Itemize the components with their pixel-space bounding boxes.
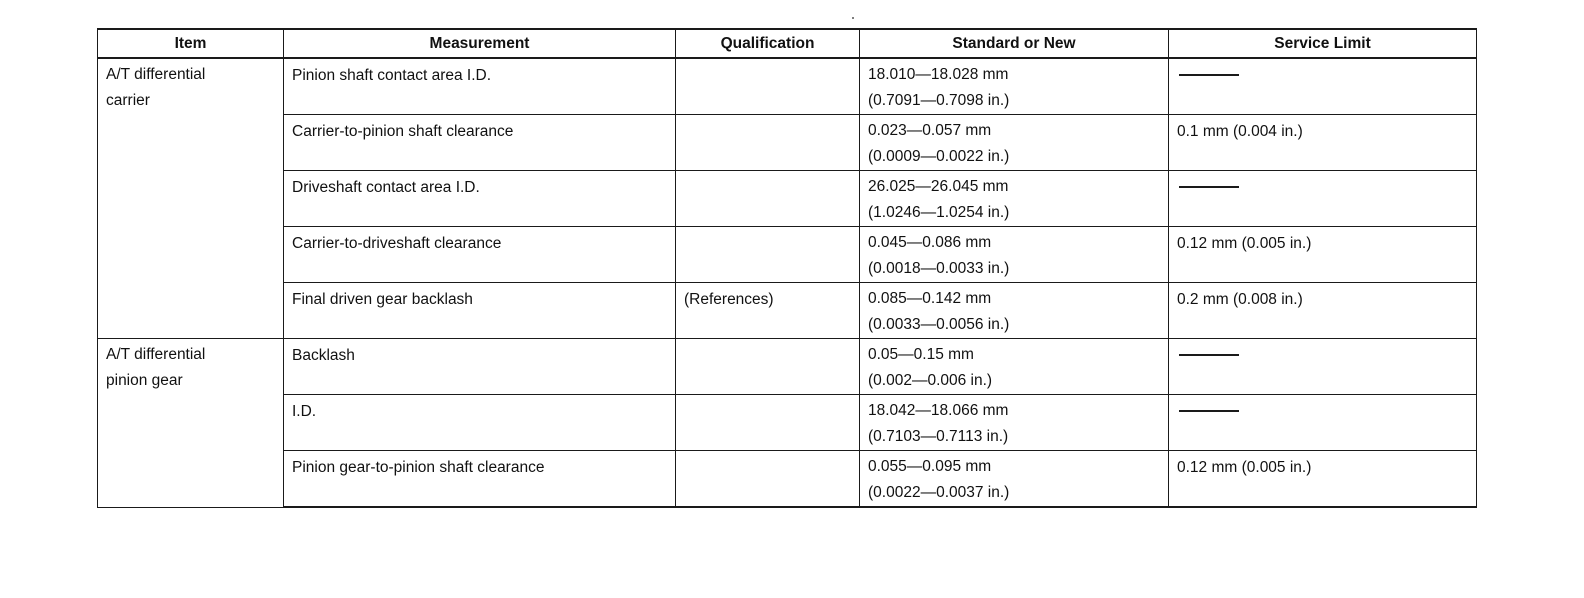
standard-imperial: (0.7103—0.7113 in.) (868, 428, 1009, 445)
service-limit-cell: 0.2 mm (0.008 in.) (1169, 283, 1477, 339)
measurement-cell: Carrier-to-driveshaft clearance (284, 227, 676, 283)
header-standard: Standard or New (860, 29, 1169, 58)
item-label-line: pinion gear (106, 372, 183, 389)
measurement-cell: Pinion shaft contact area I.D. (284, 58, 676, 115)
standard-imperial: (0.0033—0.0056 in.) (868, 316, 1010, 333)
spec-table (97, 28, 1477, 508)
qualification-cell (676, 451, 860, 508)
service-limit-cell (1169, 58, 1477, 115)
measurement-cell: Backlash (284, 339, 676, 395)
qualification-cell (676, 395, 860, 451)
standard-cell (860, 115, 1169, 171)
measurement-cell: Driveshaft contact area I.D. (284, 171, 676, 227)
item-label-line: carrier (106, 92, 150, 109)
table-row (98, 115, 1477, 171)
service-limit-cell (1169, 339, 1477, 395)
header-measurement: Measurement (284, 29, 676, 58)
service-limit-cell: 0.12 mm (0.005 in.) (1169, 451, 1477, 508)
header-qualification: Qualification (676, 29, 860, 58)
standard-metric: 18.010—18.028 mm (868, 66, 1009, 83)
standard-metric: 0.023—0.057 mm (868, 122, 992, 139)
measurement-cell: Carrier-to-pinion shaft clearance (284, 115, 676, 171)
qualification-cell: (References) (676, 283, 860, 339)
standard-cell (860, 339, 1169, 395)
table-row (98, 58, 1477, 115)
standard-imperial: (0.0018—0.0033 in.) (868, 260, 1010, 277)
service-limit-cell: 0.12 mm (0.005 in.) (1169, 227, 1477, 283)
standard-metric: 18.042—18.066 mm (868, 402, 1009, 419)
standard-cell (860, 227, 1169, 283)
item-label-line: A/T differential (106, 346, 206, 363)
service-limit-cell (1169, 171, 1477, 227)
service-limit-cell: 0.1 mm (0.004 in.) (1169, 115, 1477, 171)
item-cell (98, 339, 284, 508)
item-cell (98, 58, 284, 339)
standard-cell (860, 395, 1169, 451)
standard-cell (860, 171, 1169, 227)
measurement-cell: I.D. (284, 395, 676, 451)
standard-imperial: (0.002—0.006 in.) (868, 372, 993, 389)
header-item: Item (98, 29, 284, 58)
table-row (98, 451, 1477, 508)
standard-metric: 0.055—0.095 mm (868, 458, 992, 475)
qualification-cell (676, 115, 860, 171)
table-row (98, 227, 1477, 283)
measurement-cell: Pinion gear-to-pinion shaft clearance (284, 451, 676, 508)
service-limit-cell (1169, 395, 1477, 451)
standard-imperial: (0.7091—0.7098 in.) (868, 92, 1010, 109)
measurement-cell: Final driven gear backlash (284, 283, 676, 339)
qualification-cell (676, 171, 860, 227)
standard-imperial: (1.0246—1.0254 in.) (868, 204, 1010, 221)
header-row (98, 29, 1477, 58)
table-row (98, 171, 1477, 227)
standard-metric: 26.025—26.045 mm (868, 178, 1009, 195)
item-label-line: A/T differential (106, 66, 206, 83)
no-limit-dash (1179, 186, 1239, 188)
qualification-cell (676, 227, 860, 283)
standard-cell (860, 58, 1169, 115)
table-row (98, 283, 1477, 339)
qualification-cell (676, 339, 860, 395)
qualification-cell (676, 58, 860, 115)
standard-imperial: (0.0022—0.0037 in.) (868, 484, 1010, 501)
standard-metric: 0.085—0.142 mm (868, 290, 992, 307)
standard-cell (860, 283, 1169, 339)
scan-speck (852, 17, 854, 19)
no-limit-dash (1179, 74, 1239, 76)
no-limit-dash (1179, 354, 1239, 356)
standard-cell (860, 451, 1169, 508)
no-limit-dash (1179, 410, 1239, 412)
standard-metric: 0.05—0.15 mm (868, 346, 974, 363)
header-service-limit: Service Limit (1169, 29, 1477, 58)
standard-metric: 0.045—0.086 mm (868, 234, 992, 251)
table-row (98, 395, 1477, 451)
standard-imperial: (0.0009—0.0022 in.) (868, 148, 1010, 165)
table-row (98, 339, 1477, 395)
